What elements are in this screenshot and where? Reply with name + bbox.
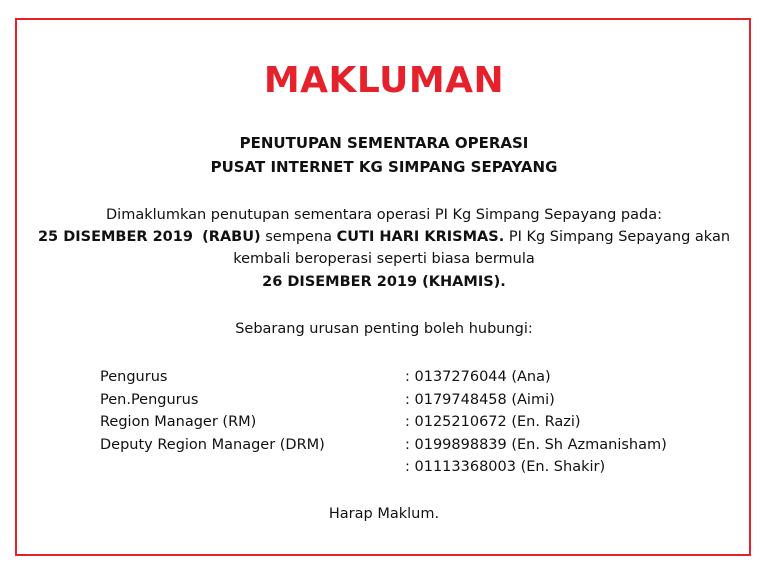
contact-phone: : 0199898839 (En. Sh Azmanisham) — [405, 436, 667, 453]
contact-phone: : 0125210672 (En. Razi) — [405, 414, 581, 430]
contact-role: Deputy Region Manager (DRM) — [100, 436, 325, 453]
holiday-name: CUTI HARI KRISMAS. — [336, 229, 505, 245]
contact-role: Region Manager (RM) — [100, 414, 257, 430]
closing-text: Harap Maklum. — [328, 506, 440, 522]
notice-line-2-end: PI Kg Simpang Sepayang akan — [504, 229, 731, 245]
closure-date: 25 DISEMBER 2019 — [37, 229, 193, 245]
notice-line-1: Dimaklumkan penutupan sementara operasi PI Kg Simpang Sepayang pada: — [106, 207, 662, 223]
contact-role: Pengurus — [100, 369, 168, 385]
notice-line-2 — [0, 226, 768, 248]
notice-title: MAKLUMAN — [263, 60, 505, 101]
heading-line-2: PUSAT INTERNET KG SIMPANG SEPAYANG — [210, 158, 558, 176]
contact-role: Pen.Pengurus — [100, 391, 199, 408]
contact-intro: Sebarang urusan penting boleh hubungi: — [235, 321, 533, 337]
heading-line-1: PENUTUPAN SEMENTARA OPERASI — [239, 134, 529, 152]
reopen-date: 26 DISEMBER 2019 (KHAMIS). — [262, 274, 506, 290]
closure-day: (RABU) — [202, 229, 261, 245]
contact-phone: : 0137276044 (Ana) — [405, 369, 551, 385]
notice-line-2-mid: sempena — [260, 229, 337, 245]
notice-line-3: kembali beroperasi seperti biasa bermula — [233, 251, 535, 267]
contact-phone: : 0179748458 (Aimi) — [405, 391, 555, 408]
contact-phone: : 01113368003 (En. Shakir) — [405, 459, 606, 475]
